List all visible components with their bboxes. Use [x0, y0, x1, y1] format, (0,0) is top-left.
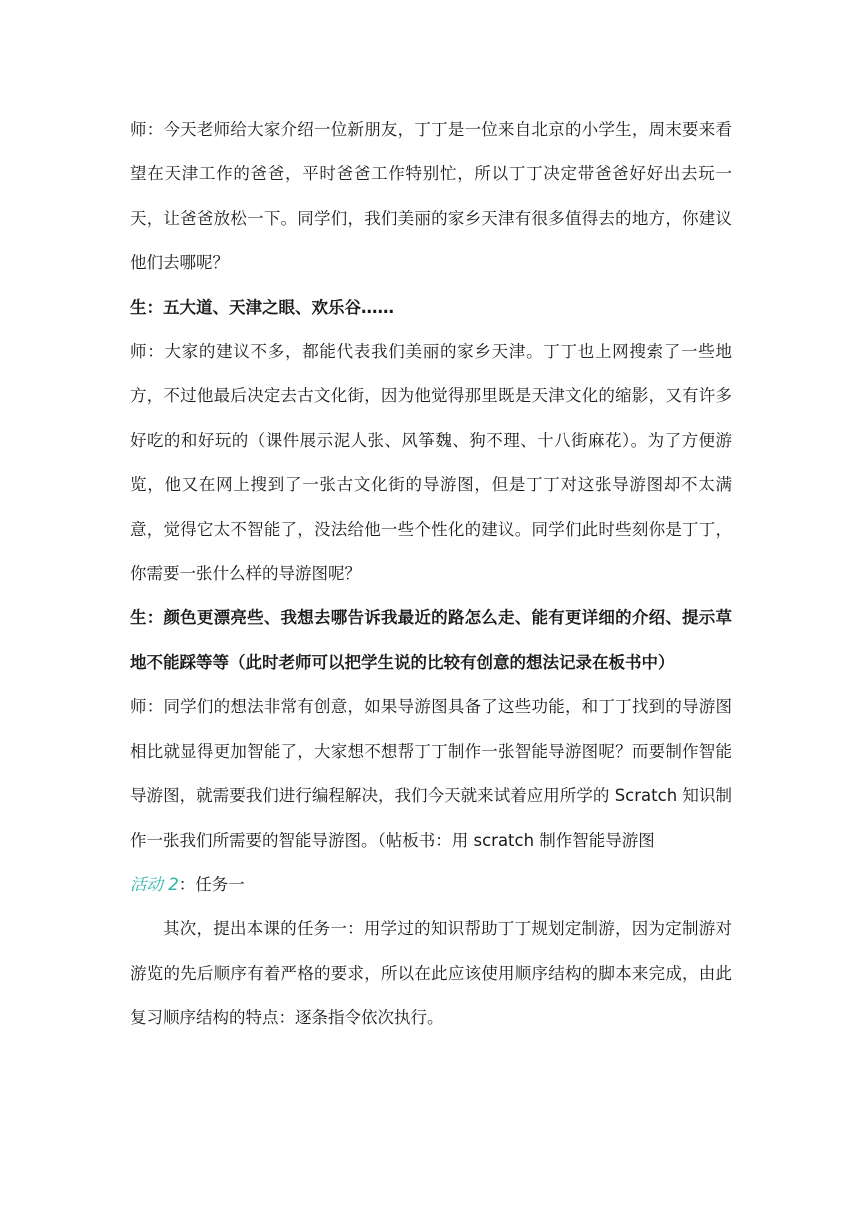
student-answer-ideas: 生：颜色更漂亮些、我想去哪告诉我最近的路怎么走、能有更详细的介绍、提示草地不能踩等等（此时老师可以把学生说的比较有创意的想法记录在板书中）	[130, 608, 732, 672]
teacher-paragraph-guide-map: 师：大家的建议不多，都能代表我们美丽的家乡天津。丁丁也上网搜索了一些地方，不过他最后决定去古文化街，因为他觉得那里既是天津文化的缩影，又有许多好吃的和好玩的（课件展示泥人张、风筝魏、狗不理、十八街麻花）。为了方便游览，他又在网上搜到了一张古文化街的导游图，但是丁丁对这张导游图却不太满意，觉得它太不智能了，没法给他一些个性化的建议。同学们此时些刻你是丁丁，你需要一张什么样的导游图呢？	[130, 342, 732, 584]
activity-separator: ：	[178, 874, 196, 894]
teacher-paragraph-scratch: 师：同学们的想法非常有创意，如果导游图具备了这些功能，和丁丁找到的导游图相比就显得更加智能了，大家想不想帮丁丁制作一张智能导游图呢？而要制作智能导游图，就需要我们进行编程解决，我们今天就来试着应用所学的 Scratch 知识制作一张我们所需要的智能导游图。（帖板书：用 scratch 制作智能导游图	[130, 697, 732, 850]
activity-title: 任务一	[195, 874, 245, 894]
task-one-paragraph: 其次，提出本课的任务一：用学过的知识帮助丁丁规划定制游，因为定制游对游览的先后顺序有着严格的要求，所以在此应该使用顺序结构的脚本来完成，由此复习顺序结构的特点：逐条指令依次执行。	[130, 919, 732, 1028]
student-answer-places: 生：五大道、天津之眼、欢乐谷……	[130, 297, 394, 317]
teacher-paragraph-intro: 师：今天老师给大家介绍一位新朋友，丁丁是一位来自北京的小学生，周末要来看望在天津工作的爸爸，平时爸爸工作特别忙，所以丁丁决定带爸爸好好出去玩一天，让爸爸放松一下。同学们，我们美丽的家乡天津有很多值得去的地方，你建议他们去哪呢？	[130, 120, 732, 273]
activity-label: 活动 2	[130, 874, 179, 894]
document-body	[130, 108, 732, 1041]
activity-heading	[130, 863, 732, 907]
